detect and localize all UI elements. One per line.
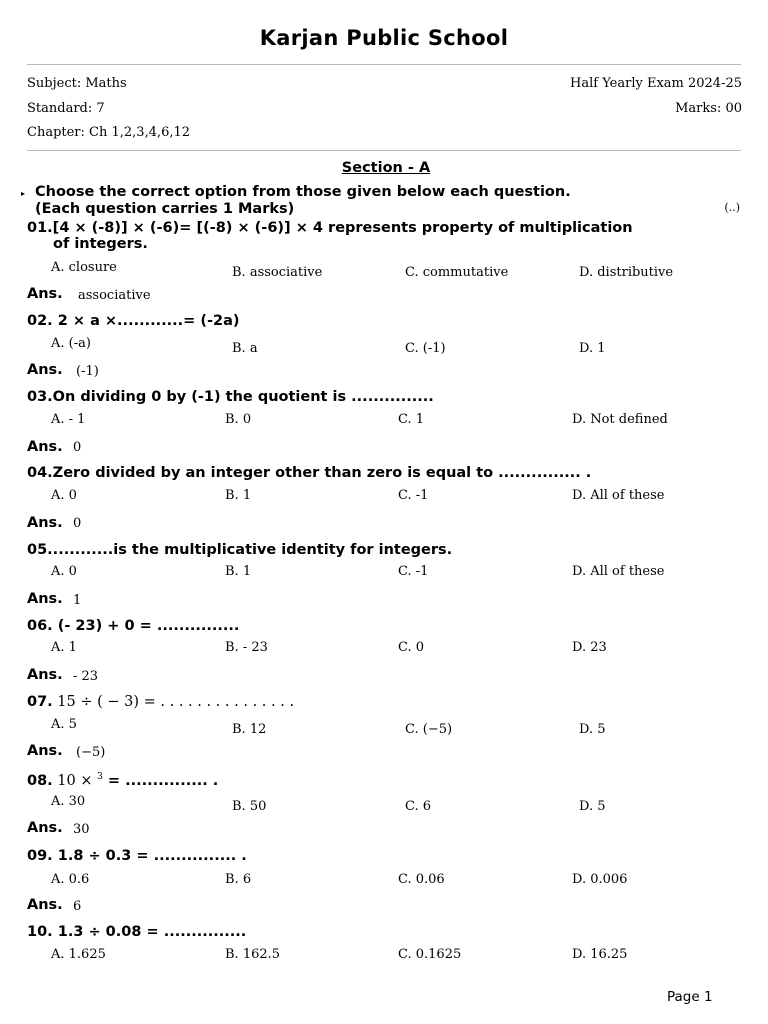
question-number: 08. <box>27 773 53 789</box>
option-a[interactable]: A. 0 <box>51 564 77 579</box>
option-b[interactable]: B. 1 <box>225 488 252 503</box>
question-text-line2: of integers. <box>53 236 148 252</box>
answer-label: Ans. <box>27 667 63 683</box>
option-d[interactable]: D. 5 <box>579 722 606 737</box>
question-text: 05............is the multiplicative identity for integers. <box>27 542 453 558</box>
option-b[interactable]: B. 162.5 <box>225 947 281 962</box>
option-a[interactable]: A. 0 <box>51 488 77 503</box>
option-b[interactable]: B. associative <box>232 265 323 280</box>
question-text <box>27 694 294 710</box>
option-d[interactable]: D. Not defined <box>572 412 668 427</box>
answer-value: - 23 <box>73 669 99 684</box>
option-c[interactable]: C. -1 <box>398 488 429 503</box>
answer-label: Ans. <box>27 897 63 913</box>
option-d[interactable]: D. 23 <box>572 640 607 655</box>
option-c[interactable]: C. 6 <box>405 799 432 814</box>
option-c[interactable]: C. 0 <box>398 640 425 655</box>
option-c[interactable]: C. 0.1625 <box>398 947 462 962</box>
answer-value: 1 <box>73 593 82 608</box>
option-c[interactable]: C. 0.06 <box>398 872 445 887</box>
question-text: 09. 1.8 ÷ 0.3 = ............... . <box>27 848 247 864</box>
option-c[interactable]: C. -1 <box>398 564 429 579</box>
marks-note: (..) <box>724 201 740 214</box>
standard-label: Standard: 7 <box>27 101 105 116</box>
answer-label: Ans. <box>27 362 63 378</box>
marks-label: Marks: 00 <box>675 101 742 116</box>
option-a[interactable]: A. closure <box>51 260 117 275</box>
instruction-line-1: Choose the correct option from those given below each question. <box>35 184 571 200</box>
answer-label: Ans. <box>27 591 63 607</box>
question-text <box>27 772 218 789</box>
option-b[interactable]: B. 1 <box>225 564 252 579</box>
question-body-pre: 10 × <box>52 773 98 789</box>
answer-label: Ans. <box>27 743 63 759</box>
option-c[interactable]: C. (-1) <box>405 341 446 356</box>
answer-value: associative <box>78 288 151 303</box>
question-text: 04.Zero divided by an integer other than zero is equal to ............... . <box>27 465 592 481</box>
exam-label: Half Yearly Exam 2024-25 <box>570 76 742 91</box>
option-d[interactable]: D. All of these <box>572 564 665 579</box>
option-d[interactable]: D. 16.25 <box>572 947 628 962</box>
option-a[interactable]: A. 1 <box>51 640 77 655</box>
answer-label: Ans. <box>27 515 63 531</box>
question-text: 01.[4 × (-8)] × (-6)= [(-8) × (-6)] × 4 represents property of multiplication <box>27 220 633 236</box>
option-b[interactable]: B. 12 <box>232 722 267 737</box>
answer-value: 6 <box>73 899 82 914</box>
option-a[interactable]: A. 5 <box>51 717 77 732</box>
school-title: Karjan Public School <box>259 26 509 50</box>
page-number: Page 1 <box>667 989 713 1005</box>
option-b[interactable]: B. a <box>232 341 258 356</box>
question-text: 02. 2 × a ×............= (-2a) <box>27 313 240 329</box>
option-d[interactable]: D. 1 <box>579 341 606 356</box>
option-a[interactable]: A. (-a) <box>51 336 91 351</box>
option-c[interactable]: C. (−5) <box>405 722 453 737</box>
answer-value: (−5) <box>76 745 106 760</box>
answer-label: Ans. <box>27 820 63 836</box>
option-a[interactable]: A. 30 <box>51 794 86 809</box>
option-b[interactable]: B. 6 <box>225 872 252 887</box>
option-b[interactable]: B. - 23 <box>225 640 268 655</box>
meta-divider <box>27 150 741 151</box>
question-text: 10. 1.3 ÷ 0.08 = ............... <box>27 924 247 940</box>
answer-label: Ans. <box>27 439 63 455</box>
question-text: 03.On dividing 0 by (-1) the quotient is ............... <box>27 389 434 405</box>
chapter-label: Chapter: Ch 1,2,3,4,6,12 <box>27 125 191 140</box>
section-title: Section - A <box>341 160 431 176</box>
option-a[interactable]: A. 1.625 <box>51 947 106 962</box>
instruction-line-2: (Each question carries 1 Marks) <box>35 201 295 217</box>
question-number: 07. <box>27 694 53 710</box>
answer-value: (-1) <box>76 364 99 379</box>
option-b[interactable]: B. 0 <box>225 412 252 427</box>
answer-value: 0 <box>73 516 82 531</box>
option-a[interactable]: A. - 1 <box>51 412 86 427</box>
option-c[interactable]: C. 1 <box>398 412 425 427</box>
option-b[interactable]: B. 50 <box>232 799 267 814</box>
subject-label: Subject: Maths <box>27 76 127 91</box>
bullet-icon: ▸ <box>21 189 26 198</box>
answer-value: 30 <box>73 822 90 837</box>
option-d[interactable]: D. All of these <box>572 488 665 503</box>
option-a[interactable]: A. 0.6 <box>51 872 90 887</box>
question-body: 15 ÷ ( − 3) = . . . . . . . . . . . . . . . <box>52 694 295 710</box>
question-body-post: = ............... . <box>102 773 219 789</box>
question-text: 06. (- 23) + 0 = ............... <box>27 618 240 634</box>
option-d[interactable]: D. 0.006 <box>572 872 628 887</box>
header-divider <box>27 64 741 65</box>
option-d[interactable]: D. distributive <box>579 265 674 280</box>
fraction-numerator: 3 <box>97 772 103 782</box>
option-d[interactable]: D. 5 <box>579 799 606 814</box>
answer-value: 0 <box>73 440 82 455</box>
option-c[interactable]: C. commutative <box>405 265 509 280</box>
answer-label: Ans. <box>27 286 63 302</box>
